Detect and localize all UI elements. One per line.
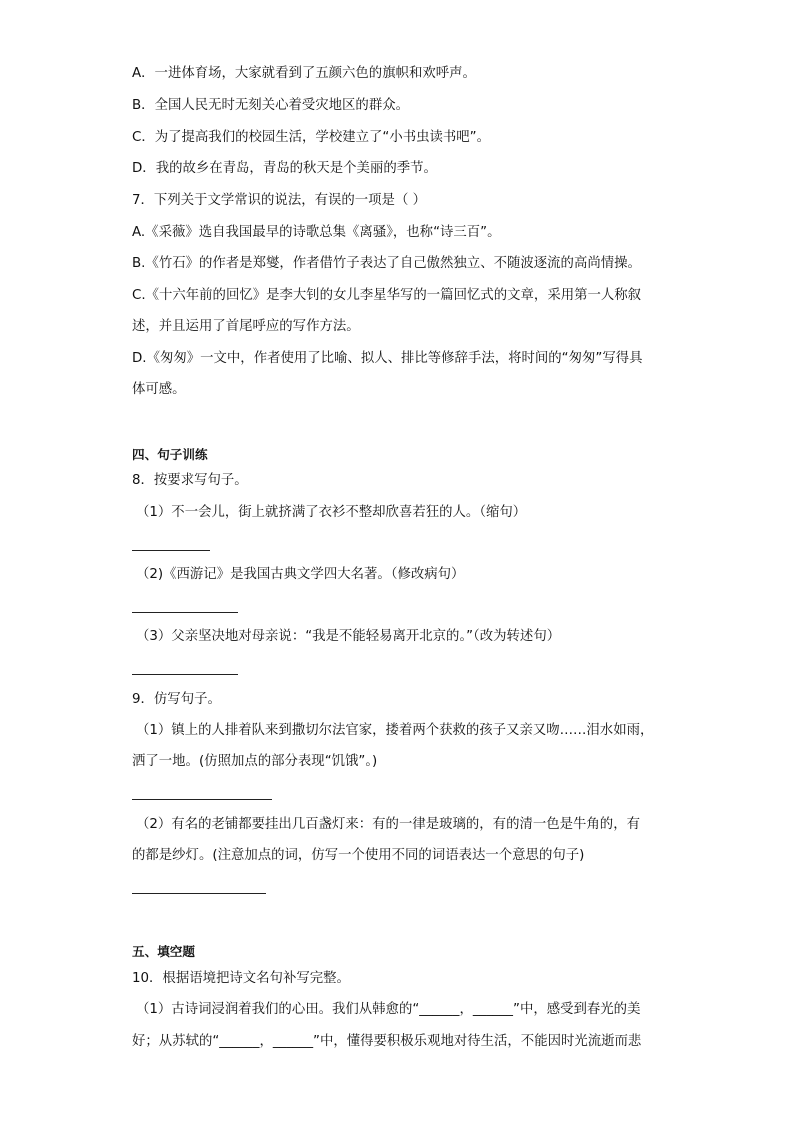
question-8-item-1: （1）不一会儿，街上就挤满了衣衫不整却欣喜若狂的人。（缩句） [136,505,527,520]
question-7-option-c-line-1: C.《十六年前的回忆》是李大钊的女儿李星华写的一篇回忆式的文章，采用第一人称叙 [132,288,642,303]
question-10-item-1-line-2: 好；从苏轼的“______，______”中，懂得要积极乐观地对待生活，不能因时光流逝而悲 [132,1034,642,1049]
question-6-option-d: D．我的故乡在青岛，青岛的秋天是个美丽的季节。 [132,161,437,176]
question-9-stem: 9．仿写句子。 [132,692,221,707]
answer-blank-9-2[interactable] [132,893,266,894]
answer-blank-9-1[interactable] [132,799,272,800]
question-7-option-c-line-2: 述，并且运用了首尾呼应的写作方法。 [132,319,360,334]
question-6-option-a: A．一进体育场，大家就看到了五颜六色的旗帜和欢呼声。 [132,66,476,81]
question-7-option-d-line-2: 体可感。 [132,382,186,397]
question-6-option-b: B．全国人民无时无刻关心着受灾地区的群众。 [132,98,409,113]
question-9-item-1-line-2: 洒了一地。(仿照加点的部分表现“饥饿”。) [132,754,378,769]
question-7-option-a: A.《采薇》选自我国最早的诗歌总集《离骚》，也称“诗三百”。 [132,225,501,240]
question-10-item-1-line-1: （1）古诗词浸润着我们的心田。我们从韩愈的“______，______”中，感受到春光的美 [136,1002,641,1017]
question-7-stem: 7．下列关于文学常识的说法，有误的一项是（ ） [132,193,426,208]
section-5-heading: 五、填空题 [132,944,195,959]
question-9-item-2-line-2: 的都是纱灯。(注意加点的词，仿写一个使用不同的词语表达一个意思的句子) [132,848,585,863]
question-7-option-d-line-1: D.《匆匆》一文中，作者使用了比喻、拟人、排比等修辞手法，将时间的“匆匆”写得具 [132,351,643,366]
question-10-stem: 10．根据语境把诗文名句补写完整。 [132,971,350,986]
answer-blank-8-3[interactable] [132,674,238,675]
question-7-option-b: B.《竹石》的作者是郑燮，作者借竹子表达了自己傲然独立、不随波逐流的高尚情操。 [132,256,641,271]
answer-blank-8-1[interactable] [132,550,210,551]
question-9-item-1-line-1: （1）镇上的人排着队来到撒切尔法官家，搂着两个获救的孩子又亲又吻……泪水如雨， [136,723,654,738]
question-6-option-c: C．为了提高我们的校园生活，学校建立了“小书虫读书吧”。 [132,130,490,145]
question-8-item-2: （2)《西游记》是我国古典文学四大名著。（修改病句） [136,567,465,582]
answer-blank-8-2[interactable] [132,612,238,613]
question-8-stem: 8．按要求写句子。 [132,473,248,488]
question-9-item-2-line-1: （2）有名的老铺都要挂出几百盏灯来：有的一律是玻璃的，有的清一色是牛角的，有 [136,817,640,832]
section-4-heading: 四、句子训练 [132,447,208,462]
question-8-item-3: （3）父亲坚决地对母亲说：“我是不能轻易离开北京的。”（改为转述句） [136,629,561,644]
